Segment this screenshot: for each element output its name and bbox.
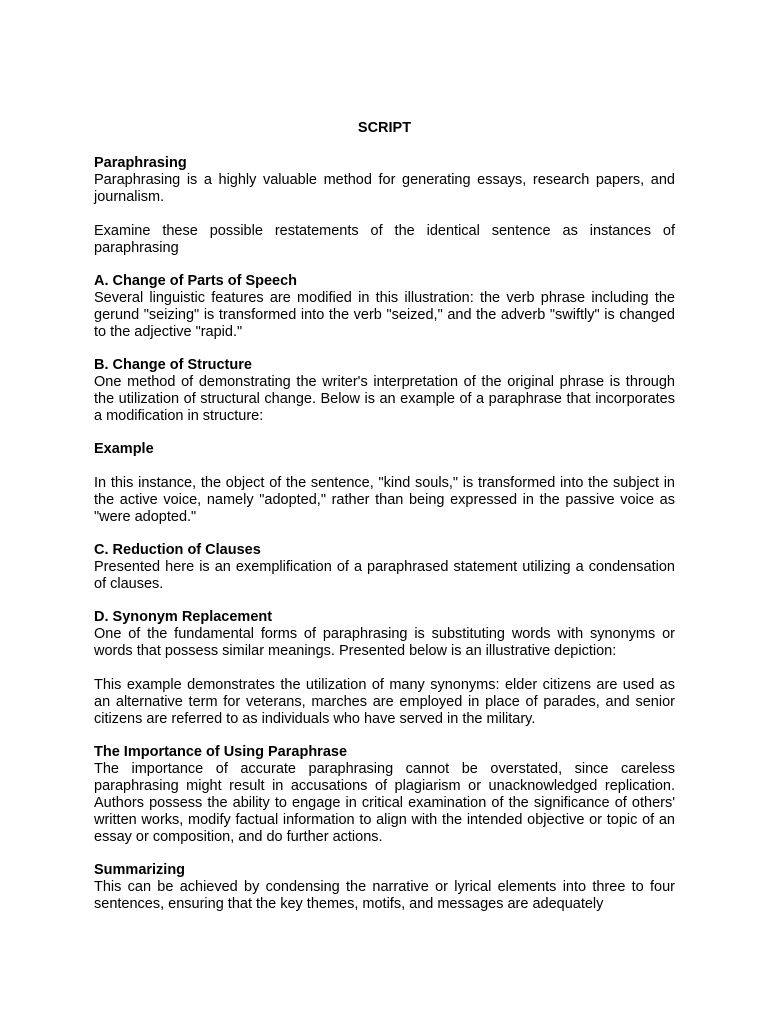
section-summarizing: [94, 862, 675, 913]
spacer: [94, 458, 675, 475]
section-change-of-structure: [94, 357, 675, 425]
section-heading: The Importance of Using Paraphrase: [94, 744, 348, 760]
section-synonym-replacement: [94, 609, 675, 728]
paragraph: One of the fundamental forms of paraphrasing is substituting words with synonyms or words that possess similar meanings. Presented below is an illustrative depiction:: [94, 626, 675, 659]
section-paraphrasing: [94, 155, 675, 257]
section-reduction-of-clauses: [94, 542, 675, 593]
section-parts-of-speech: [94, 273, 675, 341]
section-heading: B. Change of Structure: [94, 357, 252, 373]
paragraph: Several linguistic features are modified in this illustration: the verb phrase including the gerund "seizing" is transformed into the verb "seized," and the adverb "swiftly" is changed to the adjective "rapid.": [94, 290, 675, 340]
section-heading: Summarizing: [94, 862, 186, 878]
section-heading: Paraphrasing: [94, 155, 187, 171]
section-heading: C. Reduction of Clauses: [94, 542, 261, 558]
paragraph: This can be achieved by condensing the narrative or lyrical elements into three to four sentences, ensuring that the key themes, motifs, and messages are adequately: [94, 879, 675, 912]
paragraph: Paraphrasing is a highly valuable method for generating essays, research papers, and journalism.: [94, 172, 675, 205]
paragraph: The importance of accurate paraphrasing cannot be overstated, since careless paraphrasing might result in accusations of plagiarism or unacknowledged replication. Authors possess the ability to engage in critical examination of the significance of others' written works, modify factual information to align with the intended objective or topic of an essay or composition, and do further actions.: [94, 761, 675, 845]
paragraph: In this instance, the object of the sentence, "kind souls," is transformed into the subject in the active voice, namely "adopted," rather than being expressed in the passive voice as "were adopted.": [94, 475, 675, 525]
paragraph: This example demonstrates the utilization of many synonyms: elder citizens are used as an alternative term for veterans, marches are employed in place of parades, and senior citizens are referred to as individuals who have served in the military.: [94, 677, 675, 727]
section-heading: Example: [94, 441, 154, 457]
page-title: SCRIPT: [357, 120, 412, 136]
section-example: [94, 441, 675, 526]
section-heading: D. Synonym Replacement: [94, 609, 273, 625]
paragraph: Examine these possible restatements of the identical sentence as instances of paraphrasing: [94, 223, 675, 256]
section-importance: [94, 744, 675, 846]
section-heading: A. Change of Parts of Speech: [94, 273, 298, 289]
paragraph: Presented here is an exemplification of a paraphrased statement utilizing a condensation of clauses.: [94, 559, 675, 592]
paragraph: One method of demonstrating the writer's interpretation of the original phrase is through the utilization of structural change. Below is an example of a paraphrase that incorporates a modification in structure:: [94, 374, 675, 424]
